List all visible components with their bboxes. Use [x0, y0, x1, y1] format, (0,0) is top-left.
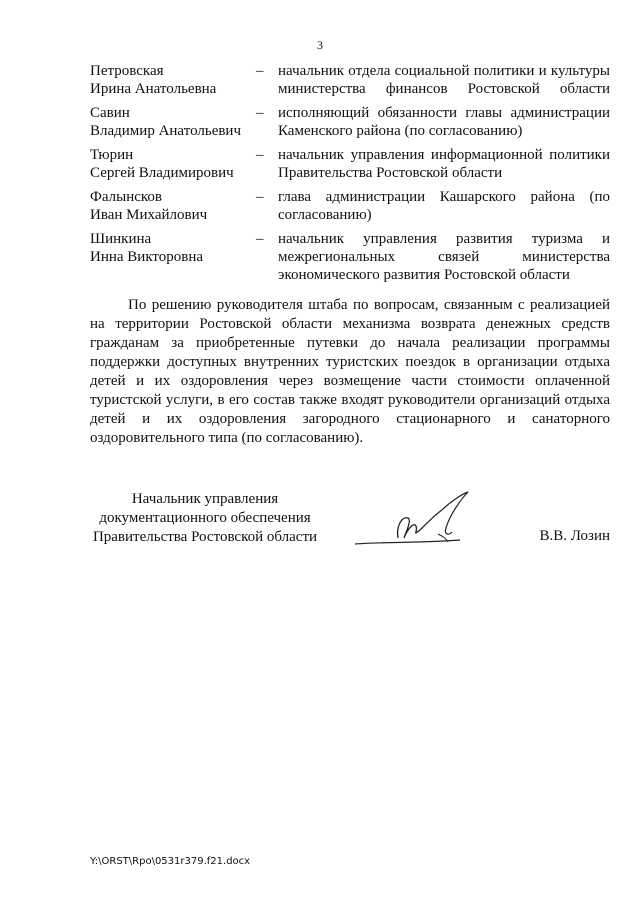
member-dash: – [256, 189, 264, 205]
member-surname: Фалынсков [90, 189, 162, 205]
file-path: Y:\ORST\Rpo\0531r379.f21.docx [90, 856, 251, 867]
member-row [90, 188, 610, 224]
member-given-names: Ирина Анатольевна [90, 81, 217, 97]
member-role: глава администрации Кашарского района (по согласованию) [278, 189, 610, 223]
member-row [90, 62, 610, 98]
member-name [90, 146, 256, 182]
page-number: 3 [317, 38, 323, 52]
member-given-names: Владимир Анатольевич [90, 123, 242, 139]
signatory-name: В.В. Лозин [539, 528, 610, 544]
signatory-title [90, 490, 320, 547]
member-dash: – [256, 147, 264, 163]
member-dash: – [256, 63, 264, 79]
member-surname: Тюрин [90, 147, 134, 163]
member-name [90, 104, 256, 140]
member-surname: Шинкина [90, 231, 152, 247]
signatory-title-line: документационного обеспечения [99, 510, 311, 526]
member-given-names: Инна Викторовна [90, 249, 204, 265]
decision-paragraph: По решению руководителя штаба по вопросам, связанным с реализацией на территории Ростовской области механизма возврата денежных средств гражданам за приобретенные путевки до начала реализации программы поддержки доступных внутренних туристских поездок в организации отдыха детей и их оздоровления через возмещение части стоимости оплаченной туристской услуги, в его состав также входят руководители организаций отдыха детей и их оздоровления загородного стационарного и санаторного оздоровительного типа (по согласованию). [90, 297, 610, 446]
member-given-names: Иван Михайлович [90, 207, 208, 223]
handwritten-signature [350, 488, 490, 550]
member-role: начальник управления информационной политики Правительства Ростовской области [278, 147, 610, 181]
member-given-names: Сергей Владимирович [90, 165, 234, 181]
member-name [90, 188, 256, 224]
member-row [90, 230, 610, 284]
member-role: исполняющий обязанности главы администрации Каменского района (по согласованию) [278, 105, 610, 139]
member-row [90, 146, 610, 182]
member-surname: Савин [90, 105, 130, 121]
signatory-title-line: Правительства Ростовской области [92, 529, 318, 545]
member-role: начальник отдела социальной политики и культуры министерства финансов Ростовской области [278, 63, 610, 97]
signatory-title-line: Начальник управления [131, 491, 279, 507]
member-name [90, 230, 256, 284]
member-name [90, 62, 256, 98]
members-list [90, 62, 610, 290]
member-dash: – [256, 105, 264, 121]
member-dash: – [256, 231, 264, 247]
member-row [90, 104, 610, 140]
member-role: начальник управления развития туризма и межрегиональных связей министерства экономического развития Ростовской области [278, 231, 610, 283]
member-surname: Петровская [90, 63, 164, 79]
